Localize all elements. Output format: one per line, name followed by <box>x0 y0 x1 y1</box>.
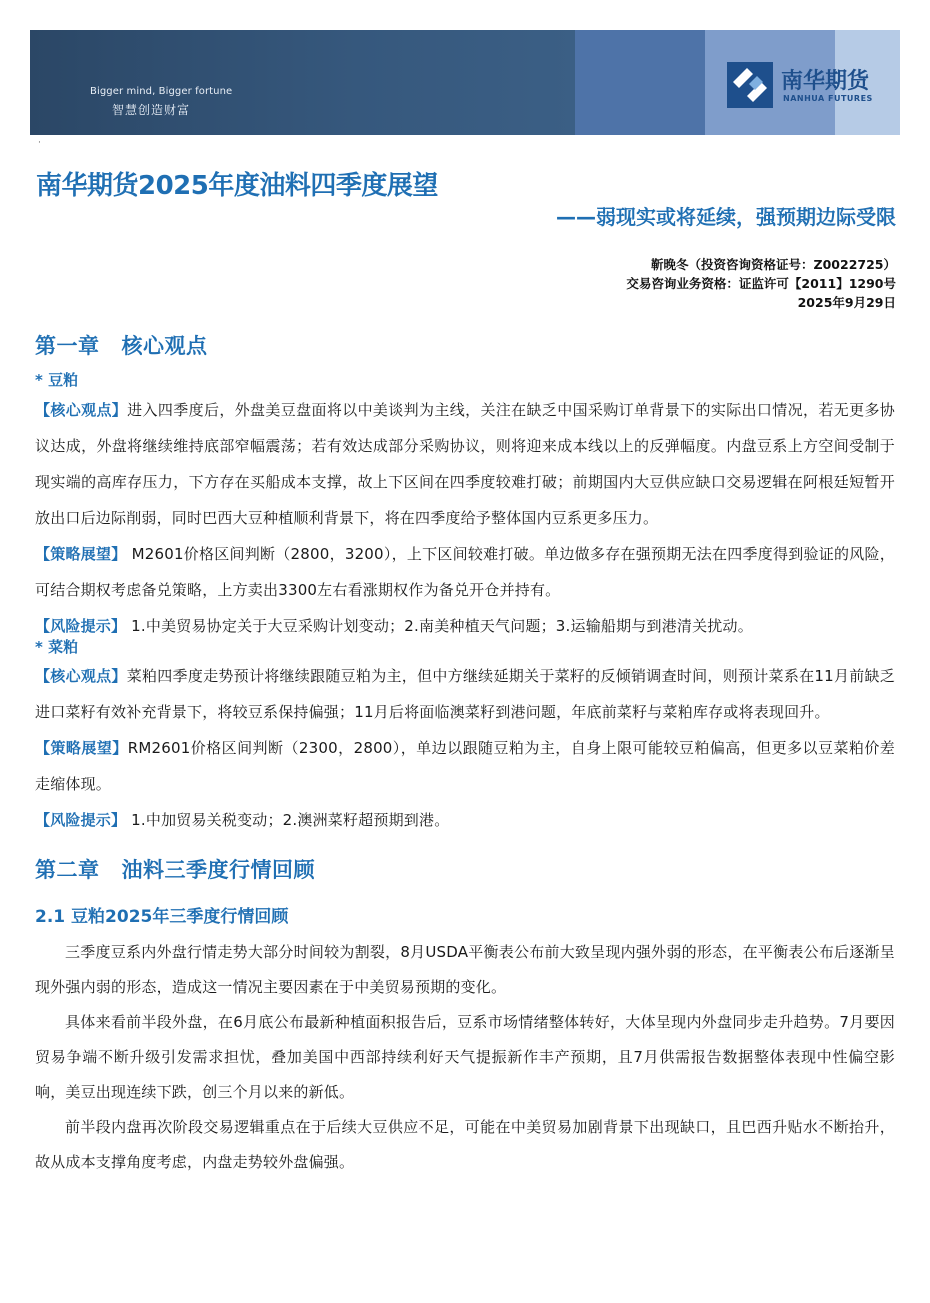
body-paragraph: 前半段内盘再次阶段交易逻辑重点在于后续大豆供应不足，可能在中美贸易加剧背景下出现缺口，且巴西升贴水不断抬升，故从成本支撑角度考虑，内盘走势较外盘偏强。 <box>35 1118 895 1171</box>
chapter-number: 第二章 <box>35 858 100 882</box>
core-view-text: 进入四季度后，外盘美豆盘面将以中美谈判为主线，关注在缺乏中国采购订单背景下的实际出口情况，若无更多协议达成，外盘将继续维持底部窄幅震荡；若有效达成部分采购协议，则将迎来成本线以上的反弹幅度。内盘豆系上方空间受制于现实端的高库存压力，下方存在买船成本支撑，故上下区间在四季度较难打破；前期国内大豆供应缺口交易逻辑在阿根廷短暂开放出口后边际削弱，同时巴西大豆种植顺利背景下，将在四季度给予整体国内豆系更多压力。 <box>35 401 896 527</box>
core-view-tag: 【核心观点】 <box>35 401 128 419</box>
risk-tag: 【风险提示】 <box>35 617 127 635</box>
logo-text-en: NANHUA FUTURES <box>783 94 873 103</box>
rapemeal-strategy <box>35 730 895 802</box>
slogan-en: Bigger mind, Bigger fortune <box>90 86 233 97</box>
strategy-tag: 【策略展望】 <box>35 545 127 563</box>
strategy-tag: 【策略展望】 <box>35 739 128 757</box>
nanhua-logo-icon <box>727 62 773 108</box>
risk-text: 1.中加贸易关税变动；2.澳洲菜籽超预期到港。 <box>126 811 450 829</box>
risk-tag: 【风险提示】 <box>35 811 127 829</box>
body-paragraph: 三季度豆系内外盘行情走势大部分时间较为割裂，8月USDA平衡表公布前大致呈现内强外弱的形态，在平衡表公布后逐渐呈现外强内弱的形态，造成这一情况主要因素在于中美贸易预期的变化。 <box>35 943 895 996</box>
section-2-1-heading: 2.1 豆粕2025年三季度行情回顾 <box>35 907 289 927</box>
core-view-tag: 【核心观点】 <box>35 667 127 685</box>
chapter-2-heading <box>35 854 895 884</box>
strategy-text: M2601价格区间判断（2800，3200），上下区间较难打破。单边做多存在强预期无法在四季度得到验证的风险，可结合期权考虑备兑策略，上方卖出3300左右看涨期权作为备兑开仓并持有。 <box>35 545 896 599</box>
chapter-name: 核心观点 <box>121 334 208 358</box>
header-banner <box>30 30 900 135</box>
banner-background <box>30 30 575 135</box>
author-line: 靳晚冬（投资咨询资格证号：Z0022725） <box>651 257 896 272</box>
chapter-number: 第一章 <box>35 334 100 358</box>
report-body <box>35 330 895 1180</box>
report-meta <box>626 255 896 312</box>
banner-band <box>575 30 705 135</box>
core-view-text: 菜粕四季度走势预计将继续跟随豆粕为主，但中方继续延期关于菜籽的反倾销调查时间，则预计菜系在11月前缺乏进口菜籽有效补充背景下，将较豆系保持偏强；11月后将面临澳菜籽到港问题，年底前菜籽与菜粕库存或将表现回升。 <box>35 667 896 721</box>
report-subtitle: ——弱现实或将延续，强预期边际受限 <box>556 205 896 229</box>
license-line: 交易咨询业务资格：证监许可【2011】1290号 <box>626 276 896 291</box>
slogan-cn: 智慧创造财富 <box>112 103 191 117</box>
soymeal-subheading: * 豆粕 <box>35 371 79 389</box>
rapemeal-subheading: * 菜粕 <box>35 638 79 656</box>
body-paragraph: 具体来看前半段外盘，在6月底公布最新种植面积报告后，豆系市场情绪整体转好，大体呈现内外盘同步走升趋势。7月要因贸易争端不断升级引发需求担忧，叠加美国中西部持续利好天气提振新作丰产预期，且7月供需报告数据整体表现中性偏空影响，美豆出现连续下跌，创三个月以来的新低。 <box>35 1013 895 1101</box>
slogan <box>90 86 232 118</box>
risk-text: 1.中美贸易协定关于大豆采购计划变动；2.南美种植天气问题；3.运输船期与到港清关扰动。 <box>126 617 753 635</box>
header-dot: · <box>38 138 41 148</box>
logo-text-cn: 南华期货 <box>781 69 870 94</box>
chapter-name: 油料三季度行情回顾 <box>121 858 315 882</box>
strategy-text: RM2601价格区间判断（2300，2800），单边以跟随豆粕为主，自身上限可能较豆粕偏高，但更多以豆菜粕价差走缩体现。 <box>35 739 896 793</box>
soymeal-strategy <box>35 536 895 608</box>
report-title: 南华期货2025年度油料四季度展望 <box>36 171 438 201</box>
rapemeal-core-view <box>35 658 895 730</box>
company-logo <box>727 62 897 110</box>
soymeal-core-view <box>35 392 895 536</box>
report-date: 2025年9月29日 <box>797 295 896 310</box>
chapter-1-heading <box>35 330 895 360</box>
rapemeal-risk <box>35 802 895 838</box>
